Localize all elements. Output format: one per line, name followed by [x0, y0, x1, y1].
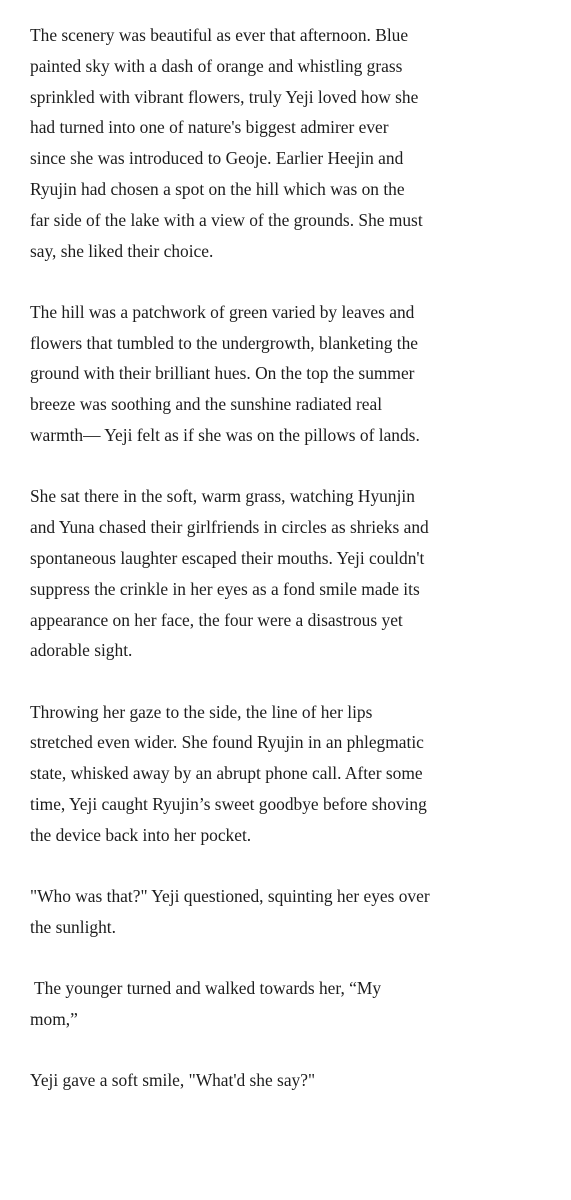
paragraph-4 [30, 697, 551, 851]
text-line: say, she liked their choice. [30, 240, 214, 261]
paragraph-2 [30, 297, 551, 451]
text-line: sprinkled with vibrant flowers, truly Yeji loved how she [30, 86, 419, 107]
text-line: the device back into her pocket. [30, 824, 252, 845]
paragraph-6 [30, 973, 551, 1035]
text-line: painted sky with a dash of orange and whistling grass [30, 55, 403, 76]
text-line: the sunlight. [30, 916, 116, 937]
text-line: and Yuna chased their girlfriends in circles as shrieks and [30, 517, 429, 538]
text-line: had turned into one of nature's biggest admirer ever [30, 117, 389, 138]
paragraph-3 [30, 481, 551, 666]
text-line: far side of the lake with a view of the grounds. She must [30, 209, 423, 230]
text-line: ground with their brilliant hues. On the top the summer [30, 363, 415, 384]
paragraph-1 [30, 20, 551, 266]
text-line: "Who was that?" Yeji questioned, squinting her eyes over [30, 886, 430, 907]
text-line: Ryujin had chosen a spot on the hill which was on the [30, 178, 405, 199]
text-line: Yeji gave a soft smile, "What'd she say?" [30, 1070, 316, 1091]
paragraph-7 [30, 1065, 551, 1096]
text-line: The scenery was beautiful as ever that afternoon. Blue [30, 25, 409, 45]
text-line: adorable sight. [30, 640, 133, 661]
text-line: The hill was a patchwork of green varied by leaves and [30, 301, 415, 322]
text-line: warmth— Yeji felt as if she was on the pillows of lands. [30, 425, 420, 446]
text-line: stretched even wider. She found Ryujin in an phlegmatic [30, 732, 424, 753]
text-line: mom,” [30, 1009, 78, 1030]
text-line: since she was introduced to Geoje. Earlier Heejin and [30, 148, 404, 169]
text-line: She sat there in the soft, warm grass, watching Hyunjin [30, 486, 415, 507]
text-line: spontaneous laughter escaped their mouths. Yeji couldn't [30, 547, 425, 568]
text-line: state, whisked away by an abrupt phone call. After some [30, 763, 423, 784]
text-line: appearance on her face, the four were a disastrous yet [30, 609, 403, 630]
text-line: The younger turned and walked towards her, “My [30, 978, 382, 999]
paragraph-5 [30, 881, 551, 943]
text-line: breeze was soothing and the sunshine radiated real [30, 394, 383, 415]
text-line: suppress the crinkle in her eyes as a fond smile made its [30, 578, 420, 599]
text-line: flowers that tumbled to the undergrowth, blanketing the [30, 332, 418, 353]
text-line: time, Yeji caught Ryujin’s sweet goodbye before shoving [30, 794, 427, 815]
text-line: Throwing her gaze to the side, the line of her lips [30, 701, 373, 722]
